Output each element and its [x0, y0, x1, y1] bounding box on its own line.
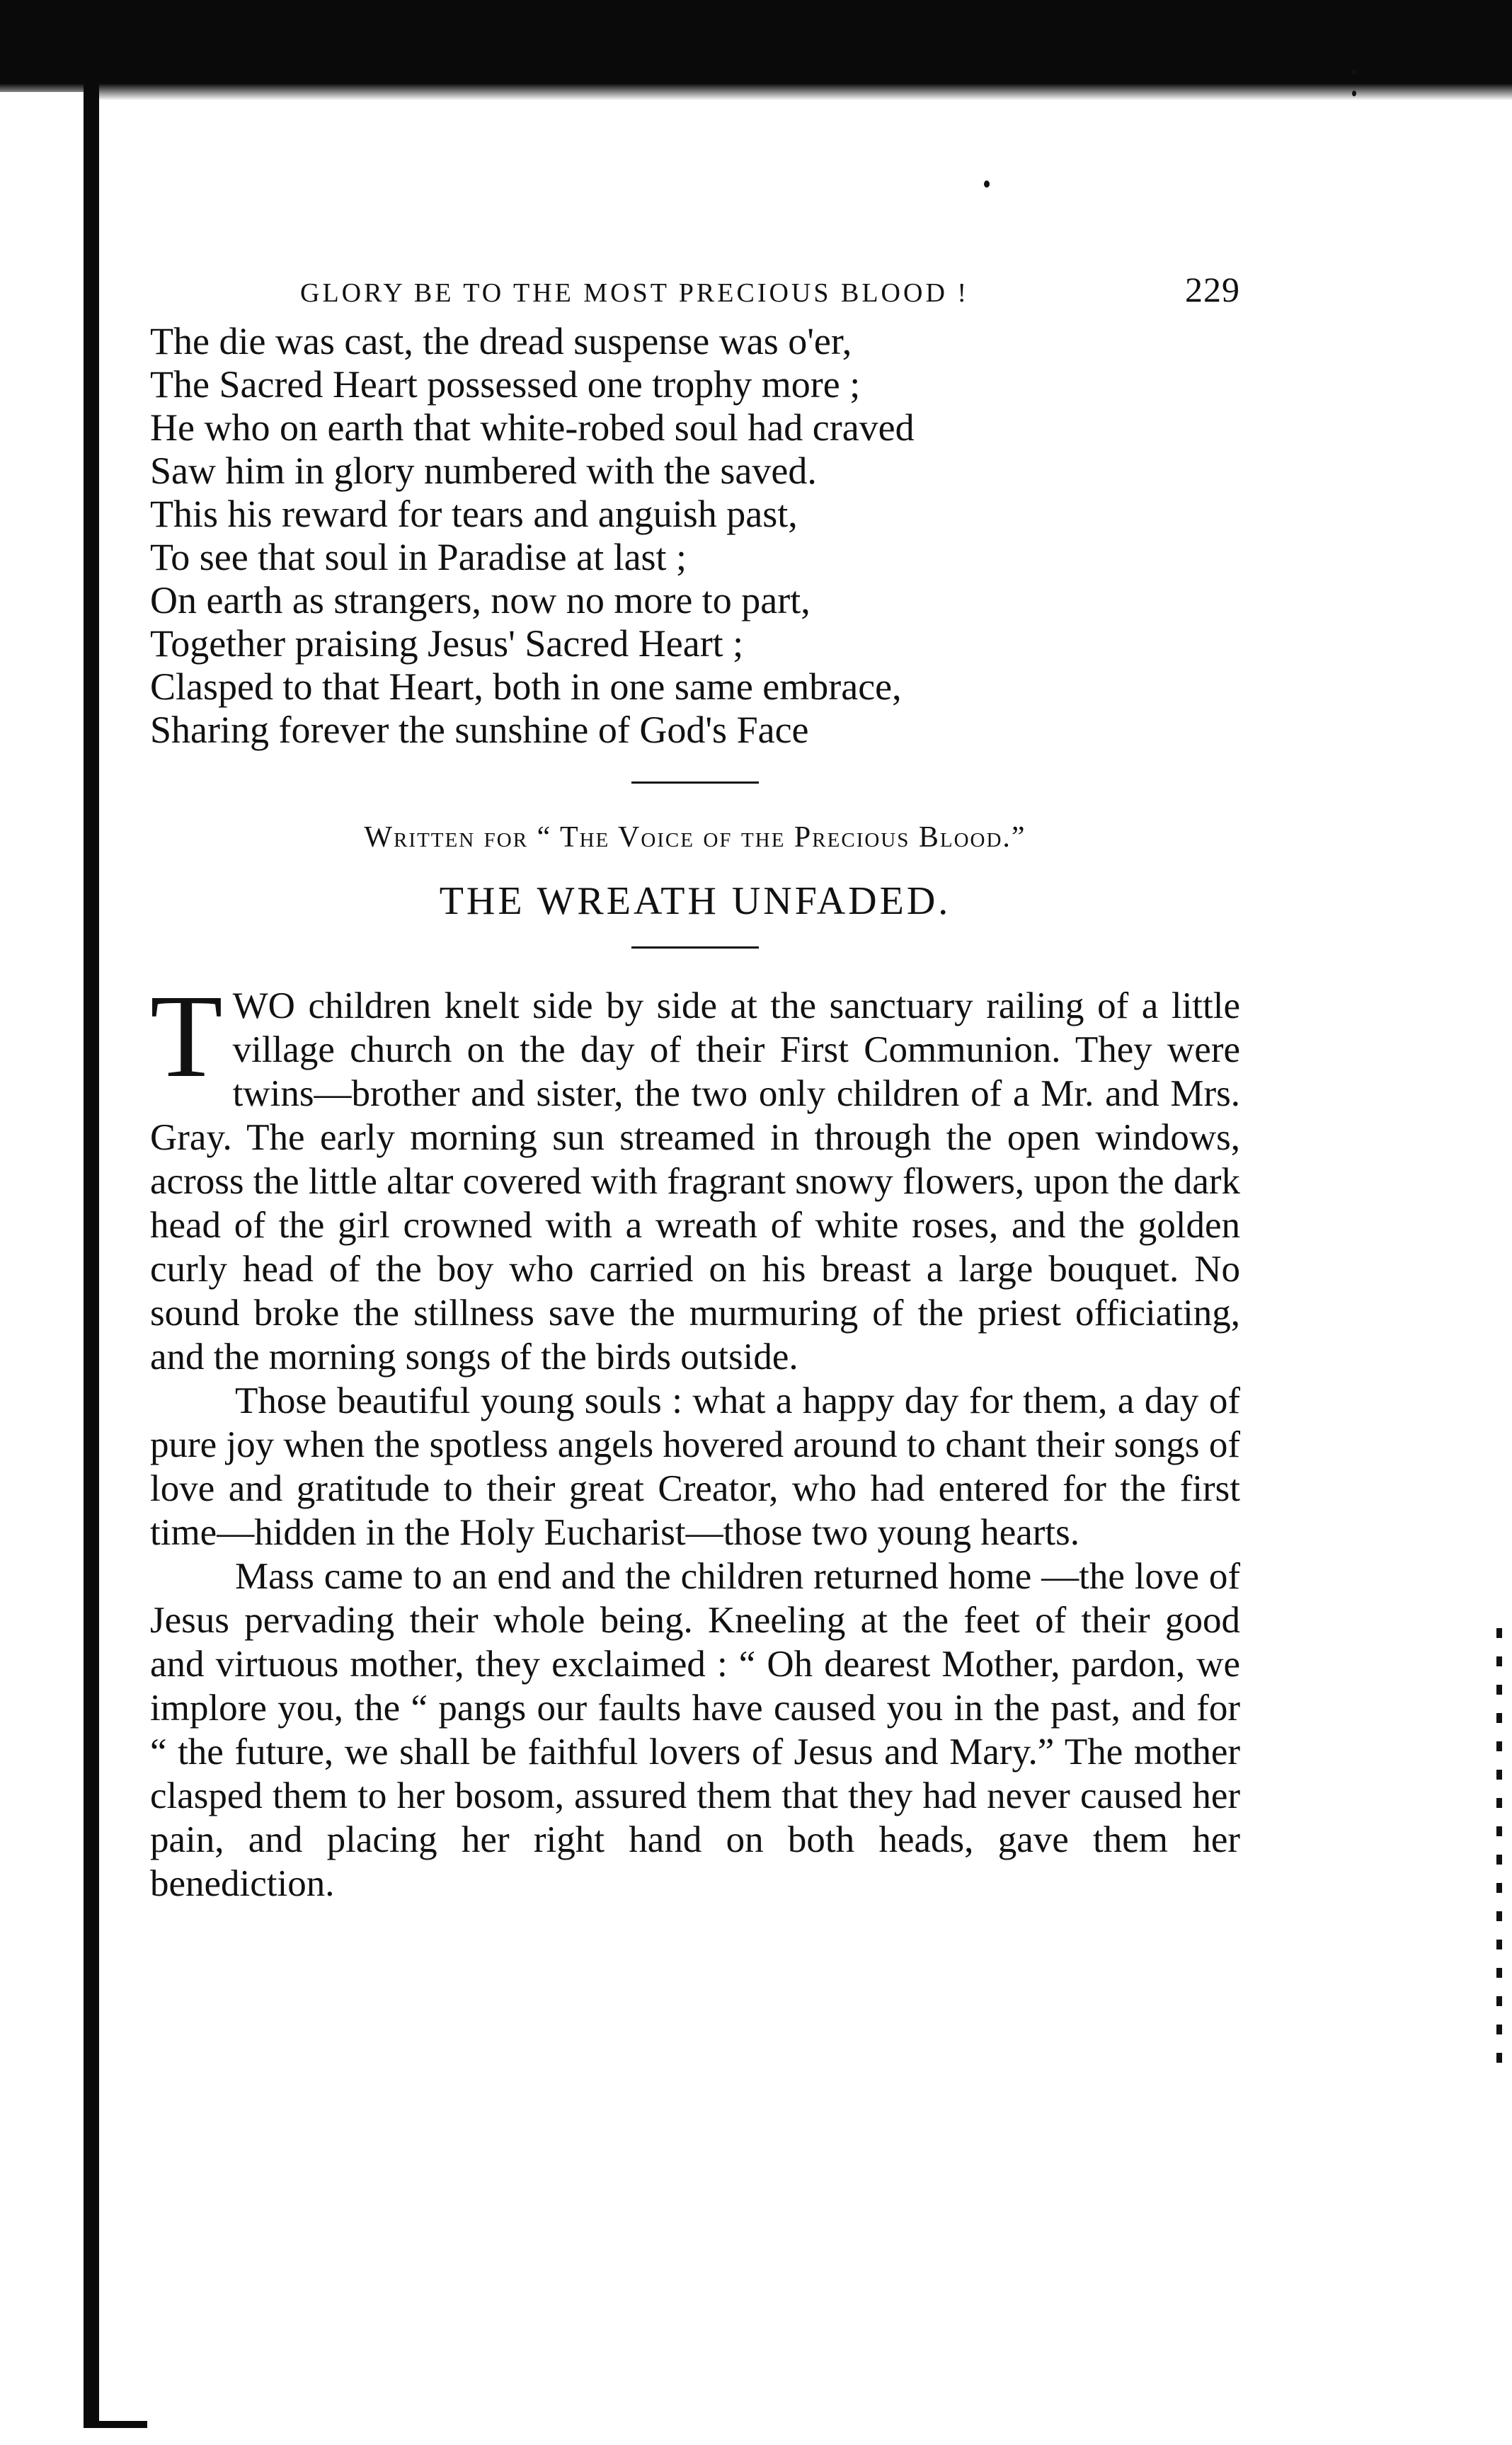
poem-line: To see that soul in Paradise at last ;: [150, 536, 687, 578]
poem-line: Saw him in glory numbered with the saved.: [150, 450, 817, 492]
story-title: THE WREATH UNFADED.: [439, 879, 951, 923]
scan-left-border: [84, 71, 99, 2421]
scan-bottom-corner: [84, 2421, 147, 2428]
poem-line: Sharing forever the sunshine of God's Face: [150, 709, 809, 751]
poem: [150, 320, 1240, 752]
credit-line: Written for “ The Voice of the Precious Blood.”: [364, 821, 1026, 854]
page-number: 229: [1185, 270, 1240, 309]
poem-line: The die was cast, the dread suspense was o'er,: [150, 320, 852, 362]
story-paragraph: Mass came to an end and the children returned home —the love of Jesus pervading their whole being. Kneeling at the feet of their good and virtuous mother, they exclaimed : “ Oh dearest Mother, pardon, we implore you, the “ pangs our faults have caused you in the past, and for “ the future, we shall be faithful lovers of Jesus and Mary.” The mother clasped them to her bosom, assured them that they had never caused her pain, and placing her right hand on both heads, gave them her benediction.: [150, 1556, 1240, 1904]
scan-left-margin: [0, 92, 84, 2445]
poem-line: On earth as strangers, now no more to part,: [150, 579, 811, 622]
scan-edge-marks: [1496, 1628, 1502, 2081]
poem-line: This his reward for tears and anguish past,: [150, 493, 798, 535]
scan-top-border: [0, 0, 1512, 92]
scan-speck: [984, 181, 990, 188]
poem-line: Clasped to that Heart, both in one same embrace,: [150, 665, 902, 708]
poem-line: He who on earth that white-robed soul had craved: [150, 406, 915, 449]
scan-speck: [1352, 91, 1356, 96]
story-paragraph: [150, 970, 1240, 1379]
story-paragraph: Those beautiful young souls : what a happy day for them, a day of pure joy when the spotless angels hovered around to chant their songs of love and gratitude to their great Creator, who had entered for the first time—hidden in the Holy Eucharist—those two young hearts.: [150, 1380, 1240, 1553]
section-divider: [631, 781, 759, 784]
story-paragraph-text: WO children knelt side by side at the sanctuary railing of a little village church on the day of their First Communion. They were twins—brother and sister, the two only children of a Mr. and Mrs. Gray. The early morning sun streamed in through the open windows, across the little altar covered with fragrant snowy flowers, upon the dark head of the girl crowned with a wreath of white roses, and the golden curly head of the boy who carried on his breast a large bouquet. No sound broke the stillness save the murmuring of the priest officiating, and the morning songs of the birds outside.: [150, 985, 1240, 1378]
story-body: [150, 970, 1240, 1906]
scan-speck: [1352, 69, 1356, 75]
poem-line: Together praising Jesus' Sacred Heart ;: [150, 622, 744, 665]
poem-line: The Sacred Heart possessed one trophy more ;: [150, 363, 861, 406]
drop-cap: T: [150, 970, 223, 1102]
running-head: [0, 269, 1240, 310]
scan-top-border-shadow: [0, 84, 1512, 101]
book-page: [150, 269, 1240, 1906]
running-head-title: GLORY BE TO THE MOST PRECIOUS BLOOD !: [300, 278, 970, 308]
title-divider: [631, 946, 759, 949]
